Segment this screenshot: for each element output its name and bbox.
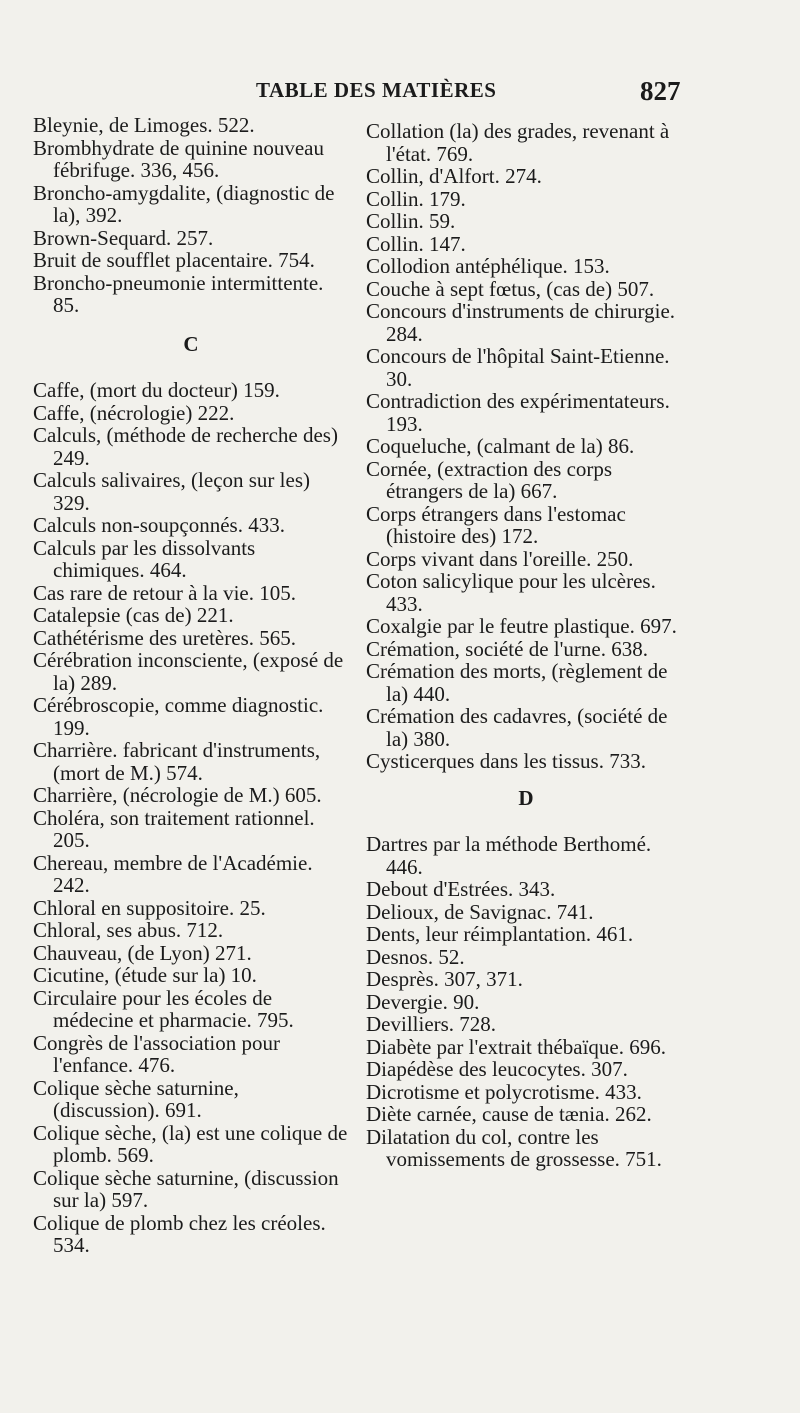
index-entry: Corps étrangers dans l'estomac (histoire des) 172. xyxy=(366,501,626,548)
index-entry: Desnos. 52. xyxy=(366,944,465,969)
index-entry: Calculs salivaires, (leçon sur les) 329. xyxy=(33,468,310,515)
index-entry: Collin, d'Alfort. 274. xyxy=(366,164,542,188)
index-entry: Concours de l'hôpital Saint-Etienne. 30. xyxy=(366,344,670,391)
index-entry: Charrière. fabricant d'instruments, (mort de M.) 574. xyxy=(33,738,321,785)
index-entry: Chauveau, (de Lyon) 271. xyxy=(33,940,252,965)
index-entry: Choléra, son traitement rationnel. 205. xyxy=(33,805,315,852)
index-entry: Bleynie, de Limoges. 522. xyxy=(33,113,255,137)
index-entry: Contradiction des expérimentateurs. 193. xyxy=(366,389,670,436)
index-entry: Brombhydrate de quinine nouveau fébrifuge. 336, 456. xyxy=(33,135,325,182)
index-entry: Caffe, (mort du docteur) 159. xyxy=(33,378,280,402)
right-entries-d-section xyxy=(366,833,686,1171)
page-header xyxy=(0,78,800,112)
index-entry: Cérébroscopie, comme diagnostic. 199. xyxy=(33,693,324,740)
index-entry: Colique sèche saturnine, (discussion). 691. xyxy=(33,1075,239,1122)
index-entry: Colique sèche saturnine, (discussion sur la) 597. xyxy=(33,1165,339,1212)
index-entry: Diète carnée, cause de tænia. 262. xyxy=(366,1102,652,1126)
index-entry: Crémation des cadavres, (société de la) 380. xyxy=(366,704,668,751)
index-entry: Dents, leur réimplantation. 461. xyxy=(366,922,634,946)
page-number: 827 xyxy=(640,76,681,106)
index-entry: Bruit de soufflet placentaire. 754. xyxy=(33,248,315,272)
section-letter-d: D xyxy=(518,785,534,810)
left-column xyxy=(33,114,349,1257)
index-entry: Coqueluche, (calmant de la) 86. xyxy=(366,434,635,458)
index-entry: Dicrotisme et polycrotisme. 433. xyxy=(366,1079,642,1104)
right-entries-c-section xyxy=(366,120,686,773)
index-entry: Colique sèche, (la) est une colique de plomb. 569. xyxy=(33,1120,348,1167)
index-entry: Calculs par les dissolvants chimiques. 464. xyxy=(33,535,256,582)
index-entry: Calculs, (méthode de recherche des) 249. xyxy=(33,423,338,470)
index-entry: Broncho-pneumonie intermittente. 85. xyxy=(33,270,324,317)
running-title: TABLE DES MATIÈRES xyxy=(256,78,497,102)
index-entry: Cas rare de retour à la vie. 105. xyxy=(33,580,296,605)
index-entry: Calculs non-soupçonnés. 433. xyxy=(33,513,285,537)
index-entry: Cicutine, (étude sur la) 10. xyxy=(33,963,257,987)
index-entry: Broncho-amygdalite, (diagnostic de la), 392. xyxy=(33,180,335,227)
index-entry: Collin. 147. xyxy=(366,231,466,256)
section-letter-c: C xyxy=(183,331,199,356)
index-entry: Dartres par la méthode Berthomé. 446. xyxy=(366,832,652,879)
index-entry: Concours d'instruments de chirurgie. 284. xyxy=(366,299,676,346)
index-entry: Crémation des morts, (règlement de la) 440. xyxy=(366,659,668,706)
index-entry: Chloral en suppositoire. 25. xyxy=(33,895,266,920)
index-entry: Brown-Sequard. 257. xyxy=(33,225,214,250)
index-entry: Cathétérisme des uretères. 565. xyxy=(33,625,296,650)
index-entry: Desprès. 307, 371. xyxy=(366,967,523,991)
index-entry: Diabète par l'extrait thébaïque. 696. xyxy=(366,1034,666,1059)
index-entry: Debout d'Estrées. 343. xyxy=(366,877,556,901)
right-column xyxy=(366,120,686,1171)
index-entry: Charrière, (nécrologie de M.) 605. xyxy=(33,783,322,807)
index-entry: Coton salicylique pour les ulcères. 433. xyxy=(366,569,656,616)
index-entry: Chereau, membre de l'Académie. 242. xyxy=(33,850,313,897)
left-entries-c-section xyxy=(33,379,349,1257)
index-entry: Devilliers. 728. xyxy=(366,1012,497,1036)
index-entry: Cérébration inconsciente, (exposé de la) 289. xyxy=(33,648,344,695)
index-entry: Congrès de l'association pour l'enfance. 476. xyxy=(33,1030,280,1077)
index-entry: Coxalgie par le feutre plastique. 697. xyxy=(366,614,677,638)
index-entry: Chloral, ses abus. 712. xyxy=(33,918,224,942)
index-entry: Collin. 179. xyxy=(366,186,466,211)
index-entry: Diapédèse des leucocytes. 307. xyxy=(366,1057,628,1081)
index-entry: Dilatation du col, contre les vomissements de grossesse. 751. xyxy=(366,1124,662,1171)
index-entry: Cysticerques dans les tissus. 733. xyxy=(366,749,646,773)
index-entry: Colique de plomb chez les créoles. 534. xyxy=(33,1210,326,1257)
index-entry: Circulaire pour les écoles de médecine et pharmacie. 795. xyxy=(33,985,294,1032)
index-entry: Corps vivant dans l'oreille. 250. xyxy=(366,546,634,571)
index-entry: Caffe, (nécrologie) 222. xyxy=(33,400,235,425)
index-entry: Collin. 59. xyxy=(366,209,456,233)
index-entry: Couche à sept fœtus, (cas de) 507. xyxy=(366,276,655,301)
index-entry: Collation (la) des grades, revenant à l'état. 769. xyxy=(366,119,670,166)
index-entry: Delioux, de Savignac. 741. xyxy=(366,899,594,924)
index-entry: Catalepsie (cas de) 221. xyxy=(33,603,234,627)
index-entry: Collodion antéphélique. 153. xyxy=(366,254,610,278)
index-entry: Cornée, (extraction des corps étrangers de la) 667. xyxy=(366,456,613,503)
index-entry: Crémation, société de l'urne. 638. xyxy=(366,636,648,661)
left-entries-b-section xyxy=(33,114,349,317)
index-entry: Devergie. 90. xyxy=(366,989,480,1014)
